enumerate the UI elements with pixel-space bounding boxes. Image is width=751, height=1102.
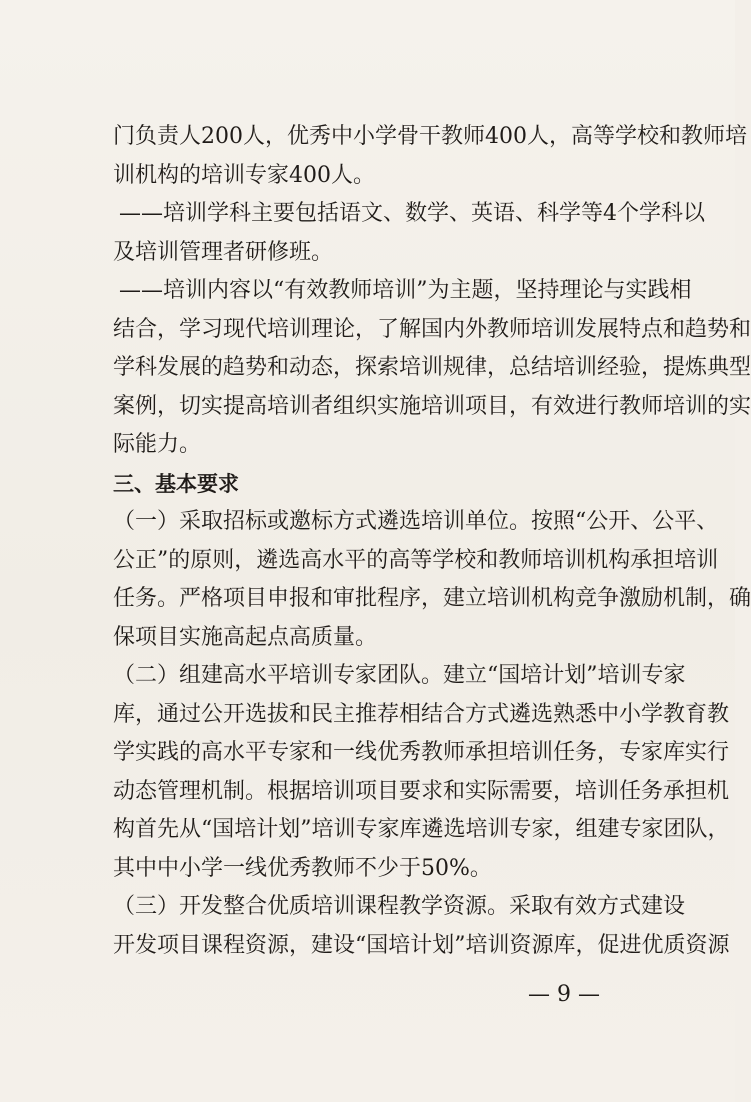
text-line: ——培训学科主要包括语文、数学、英语、科学等4个学科以 bbox=[119, 201, 705, 226]
text-line: 库，通过公开选拔和民主推荐相结合方式遴选熟悉中小学教育教 bbox=[113, 701, 730, 727]
text-line: 及培训管理者研修班。 bbox=[113, 239, 334, 265]
text-line: 构首先从“国培计划”培训专家库遴选培训专家，组建专家团队， bbox=[113, 817, 730, 842]
text-line: 保项目实施高起点高质量。 bbox=[113, 624, 378, 650]
text-line: 训机构的培训专家400人。 bbox=[113, 162, 375, 188]
body-text bbox=[113, 118, 751, 965]
text-line: 任务。严格项目申报和审批程序，建立培训机构竞争激励机制，确 bbox=[113, 586, 751, 611]
text-line: 其中中小学一线优秀教师不少于50%。 bbox=[113, 855, 492, 881]
text-line: （一）采取招标或邀标方式遴选培训单位。按照“公开、公平、 bbox=[113, 509, 719, 534]
text-line: 案例，切实提高培训者组织实施培训项目，有效进行教师培训的实 bbox=[113, 393, 751, 419]
text-line: ——培训内容以“有效教师培训”为主题，坚持理论与实践相 bbox=[119, 278, 692, 303]
text-line: （三）开发整合优质培训课程教学资源。采取有效方式建设 bbox=[113, 894, 686, 919]
text-line: 学实践的高水平专家和一线优秀教师承担培训任务，专家库实行 bbox=[113, 740, 730, 765]
text-line: 门负责人200人，优秀中小学骨干教师400人，高等学校和教师培 bbox=[113, 124, 747, 149]
text-line: 开发项目课程资源，建设“国培计划”培训资源库，促进优质资源 bbox=[113, 932, 730, 958]
section-heading: 三、基本要求 bbox=[113, 471, 239, 496]
text-line: 结合，学习现代培训理论，了解国内外教师培训发展特点和趋势和 bbox=[113, 316, 751, 342]
text-line: 动态管理机制。根据培训项目要求和实际需要，培训任务承担机 bbox=[113, 778, 730, 804]
text-line: （二）组建高水平培训专家团队。建立“国培计划”培训专家 bbox=[113, 663, 686, 688]
text-line: 学科发展的趋势和动态，探索培训规律，总结培训经验，提炼典型 bbox=[113, 355, 751, 380]
text-line: 际能力。 bbox=[113, 432, 202, 457]
page-number: — 9 — bbox=[528, 982, 600, 1007]
text-line: 公正”的原则，遴选高水平的高等学校和教师培训机构承担培训 bbox=[113, 547, 719, 573]
